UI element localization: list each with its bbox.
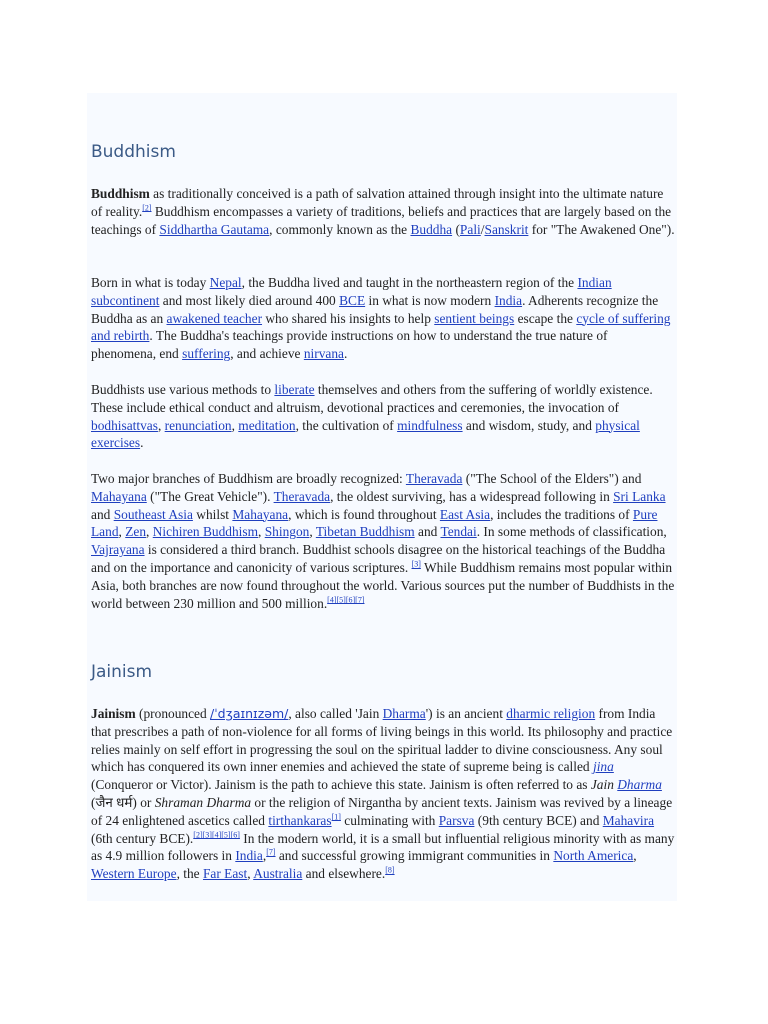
text: Born in what is today [91, 275, 210, 290]
paragraph-jainism-intro [91, 705, 675, 883]
text: , includes the traditions of [490, 506, 633, 522]
link-shingon[interactable]: Shingon [264, 524, 310, 540]
text: . The Buddha's teachings provide instructions on how to understand the true nature of phenomena, end [91, 328, 608, 362]
italic-text: Shraman Dharma [154, 794, 252, 810]
link-nepal[interactable]: Nepal [209, 275, 242, 290]
link-liberate[interactable]: liberate [274, 382, 315, 397]
bold-term: Jainism [91, 706, 136, 721]
link-nichiren-buddhism[interactable]: Nichiren Buddhism [152, 524, 259, 540]
text: , [118, 524, 126, 540]
text: is considered a third branch. Buddhist schools disagree on the historical teachings of the Buddha and on the importance and canonicity of various scriptures. [91, 542, 666, 575]
link-theravada[interactable]: Theravada [405, 471, 463, 486]
text: . [343, 346, 348, 362]
link-zen[interactable]: Zen [125, 524, 147, 540]
link-tirthankaras[interactable]: tirthankaras [268, 812, 332, 828]
text: . Adherents recognize the Buddha as an [91, 292, 659, 326]
link-pure-land[interactable]: Pure Land [91, 506, 658, 540]
text: whilst [192, 506, 233, 522]
text: ') is an ancient [425, 706, 507, 721]
link-bodhisattvas[interactable]: bodhisattvas [91, 417, 158, 433]
link-sentient-beings[interactable]: sentient beings [434, 310, 515, 326]
text: ("The Great Vehicle"). [146, 488, 274, 504]
link-india[interactable]: India [494, 292, 523, 308]
link-vajrayana[interactable]: Vajrayana [91, 542, 145, 558]
reference[interactable] [412, 560, 421, 569]
link-dharmic-religion[interactable]: dharmic religion [506, 706, 596, 721]
text: , [258, 524, 265, 540]
text: , the oldest surviving, has a widespread following in [330, 488, 614, 504]
reference[interactable] [193, 830, 240, 839]
text: , [633, 848, 637, 864]
text: / [480, 221, 485, 237]
text: In the modern world, it is a small but influential religious minority with as many as 4.9 million followers in [91, 830, 675, 864]
link-dharma[interactable]: Dharma [382, 706, 426, 721]
text: Two major branches of Buddhism are broadly recognized: [91, 471, 406, 486]
link-indian-subcontinent[interactable]: Indian subcontinent [91, 275, 612, 308]
text: , and achieve [230, 346, 304, 362]
link-meditation[interactable]: meditation [238, 417, 296, 433]
reference[interactable] [266, 848, 275, 857]
text: who shared his insights to help [262, 310, 435, 326]
reference[interactable] [385, 866, 394, 875]
link-ipa-pronunciation[interactable]: /ˈdʒaɪnɪzəm/ [210, 706, 289, 721]
link-mahayana[interactable]: Mahayana [91, 488, 147, 504]
text: ( [452, 221, 460, 237]
reference-link[interactable]: [7] [266, 847, 276, 857]
link-mahayana[interactable]: Mahayana [232, 506, 289, 522]
text: (6th century BCE). [91, 830, 194, 846]
link-awakened-teacher[interactable]: awakened teacher [166, 310, 263, 326]
text: . In some methods of classification, [476, 524, 667, 540]
link-australia[interactable]: Australia [253, 866, 303, 882]
text: Buddhists use various methods to [91, 382, 275, 397]
text: in what is now modern [365, 292, 495, 308]
text: . [140, 435, 144, 451]
text: and successful growing immigrant communities in [275, 848, 554, 864]
link-jina[interactable]: jina [592, 759, 614, 775]
text: , [309, 524, 316, 540]
reference-link[interactable]: [8] [385, 865, 395, 875]
link-southeast-asia[interactable]: Southeast Asia [113, 506, 193, 522]
text: and wisdom, study, and [462, 417, 596, 433]
reference[interactable] [327, 595, 364, 604]
text: and elsewhere. [302, 866, 386, 882]
document-page [87, 93, 677, 901]
link-north-america[interactable]: North America [553, 848, 634, 864]
text: , the Buddha lived and taught in the northeastern region of the [241, 275, 578, 290]
text: , [262, 848, 267, 864]
link-pali[interactable]: Pali [459, 221, 481, 237]
link-siddhartha-gautama[interactable]: Siddhartha Gautama [159, 221, 270, 237]
link-sri-lanka[interactable]: Sri Lanka [613, 488, 666, 504]
reference-link[interactable]: [1] [331, 812, 341, 822]
italic-text: Jain [590, 777, 618, 793]
link-mindfulness[interactable]: mindfulness [397, 417, 463, 433]
link-parsva[interactable]: Parsva [438, 812, 475, 828]
text: ("The School of the Elders") and [462, 471, 642, 486]
text: culminating with [340, 812, 439, 828]
paragraph-buddhism-branches [91, 470, 675, 612]
text: , commonly known as the [269, 221, 411, 237]
link-tibetan-buddhism[interactable]: Tibetan Buddhism [315, 524, 415, 540]
reference[interactable] [332, 812, 341, 821]
text: (Conqueror or Victor). Jainism is the path to achieve this state. Jainism is often referred to as [91, 777, 591, 793]
section-heading-jainism: Jainism [91, 662, 153, 682]
link-suffering[interactable]: suffering [182, 346, 231, 362]
text: and most likely died around 400 [159, 292, 340, 308]
bold-term: Buddhism [91, 186, 150, 201]
reference-link[interactable]: [3] [411, 559, 421, 569]
link-far-east[interactable]: Far East [202, 866, 248, 882]
text: , the cultivation of [295, 417, 398, 433]
reference-link[interactable]: [2] [142, 203, 152, 213]
reference-link[interactable]: [4][5][6][7] [327, 595, 365, 605]
text: and [414, 524, 441, 540]
reference-link[interactable]: [2][3][4][5][6] [193, 830, 240, 840]
link-physical-exercises[interactable]: physical exercises [91, 417, 640, 451]
text: from India that prescribes a path of non-violence for all forms of living beings in this world. Its philosophy and practice relies mainly on self effort in progressing the soul on the spiritual ladder to divine consciousness. Any soul which has conquered its own inner enemies and achieved the state of supreme being is called [91, 706, 673, 775]
paragraph-buddhism-intro [91, 185, 675, 238]
text: Buddhism encompasses a variety of traditions, beliefs and practices that are largely based on the teachings of [91, 203, 672, 237]
text: and [91, 506, 114, 522]
link-cycle-of-suffering[interactable]: cycle of suffering and rebirth [91, 310, 671, 344]
paragraph-buddhism-methods [91, 381, 675, 452]
text: (9th century BCE) and [474, 812, 603, 828]
link-india[interactable]: India [235, 848, 263, 864]
link-buddha[interactable]: Buddha [410, 221, 453, 237]
text: While Buddhism remains most popular within Asia, both branches are now found throughout the world. Various sources put the number of Buddhists in the world between 230 million and 500 million. [91, 559, 675, 611]
link-sanskrit[interactable]: Sanskrit [484, 221, 529, 237]
section-heading-buddhism: Buddhism [91, 142, 176, 162]
link-western-europe[interactable]: Western Europe [91, 866, 177, 882]
text: , [146, 524, 153, 540]
link-mahavira[interactable]: Mahavira [602, 812, 655, 828]
text: escape the [514, 310, 577, 326]
text: or the religion of Nirgantha by ancient texts. Jainism was revived by a lineage of 24 enlightened ascetics called [91, 794, 673, 828]
link-east-asia[interactable]: East Asia [439, 506, 491, 522]
link-renunciation[interactable]: renunciation [164, 417, 232, 433]
paragraph-buddhism-origin [91, 274, 675, 363]
text: , also called 'Jain [288, 706, 383, 721]
text: (जैन धर्म) or [91, 794, 155, 810]
text: , [231, 417, 239, 433]
link-theravada[interactable]: Theravada [273, 488, 331, 504]
text: , [247, 866, 254, 882]
text: themselves and others from the suffering of worldly existence. These include ethical conduct and altruism, devotional practices and ceremonies, the invocation of [91, 382, 653, 415]
text: , which is found throughout [288, 506, 440, 522]
text: , the [176, 866, 203, 882]
text: as traditionally conceived is a path of salvation attained through insight into the ultimate nature of reality. [91, 186, 664, 219]
link-nirvana[interactable]: nirvana [303, 346, 344, 362]
link-bce[interactable]: BCE [339, 292, 366, 308]
link-dharma[interactable]: Dharma [617, 777, 662, 793]
reference[interactable] [142, 203, 151, 212]
text: , [157, 417, 165, 433]
link-tendai[interactable]: Tendai [440, 524, 477, 540]
text: (pronounced [135, 706, 211, 721]
text: for "The Awakened One"). [528, 221, 675, 237]
